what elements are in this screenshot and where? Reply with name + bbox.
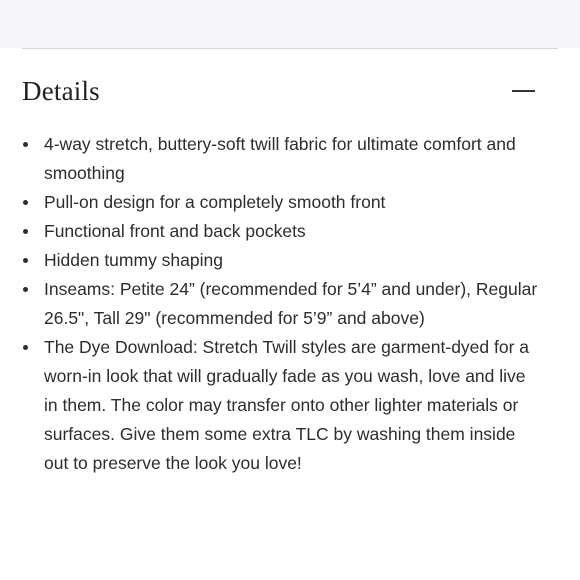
list-item-text: Inseams: Petite 24” (recommended for 5’4” and under), Regular 26.5", Tall 29" (recommended for 5’9” and above) xyxy=(44,279,538,328)
list-item xyxy=(22,188,542,217)
list-item xyxy=(22,217,542,246)
details-list xyxy=(22,130,542,478)
bullet-icon xyxy=(23,258,28,263)
details-title: Details xyxy=(22,76,100,106)
list-item-text: Pull-on design for a completely smooth front xyxy=(44,192,386,212)
list-item xyxy=(22,130,542,188)
collapse-toggle-button[interactable] xyxy=(512,77,538,105)
list-item-text: 4-way stretch, buttery-soft twill fabric for ultimate comfort and smoothing xyxy=(44,134,516,183)
list-item-text: Functional front and back pockets xyxy=(44,221,306,241)
list-item xyxy=(22,333,542,478)
list-item xyxy=(22,275,542,333)
list-item-text: Hidden tummy shaping xyxy=(44,250,223,270)
list-item xyxy=(22,246,542,275)
bullet-icon xyxy=(23,200,28,205)
top-background-band xyxy=(0,0,580,48)
details-header[interactable] xyxy=(22,73,538,113)
bullet-icon xyxy=(23,229,28,234)
bullet-icon xyxy=(23,287,28,292)
minus-icon xyxy=(512,90,535,92)
list-item-text: The Dye Download: Stretch Twill styles are garment-dyed for a worn-in look that will gradually fade as you wash, love and live in them. The color may transfer onto other lighter materials or surfaces. Give them some extra TLC by washing them inside out to preserve the look you love! xyxy=(44,337,530,473)
bullet-icon xyxy=(23,345,28,350)
bullet-icon xyxy=(23,142,28,147)
